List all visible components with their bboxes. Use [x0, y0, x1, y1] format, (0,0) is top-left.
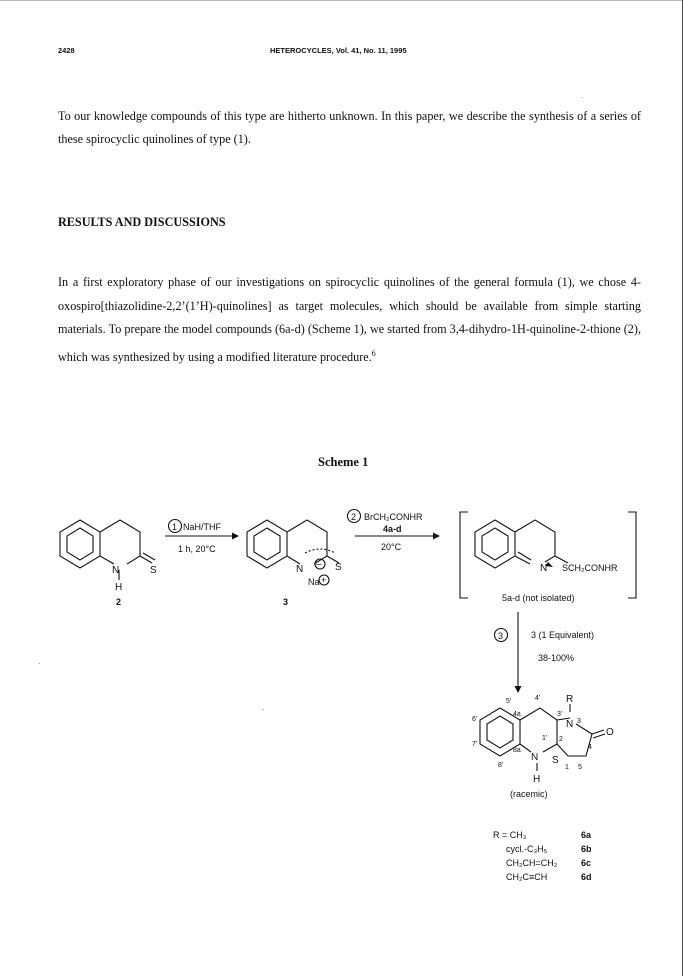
compound-3-minus: − — [316, 560, 322, 571]
compound-2-label: 2 — [116, 597, 122, 607]
num-1: 1 — [565, 764, 569, 771]
num-3: 3 — [577, 718, 581, 725]
step3-yield: 38-100% — [538, 653, 575, 663]
stray-mark-left: . — [38, 656, 41, 666]
substituent-r-6d: CH₂C≡CH — [506, 872, 548, 882]
intermediate-substituent: SCH₂CONHR — [562, 563, 618, 573]
product-r: R — [566, 694, 574, 705]
step2-number: 2 — [351, 512, 357, 522]
num-3p: 3' — [557, 711, 563, 718]
intermediate-5-structure — [475, 520, 568, 568]
step2-conditions: 20°C — [381, 542, 402, 552]
step1-reagent: NaH/THF — [183, 522, 221, 532]
substituent-id-6c: 6c — [581, 858, 592, 868]
product-h: H — [533, 774, 541, 785]
num-4p: 4' — [535, 695, 541, 702]
num-1p: 1' — [542, 735, 548, 742]
step2-reagent-id: 4a-d — [383, 524, 402, 534]
stray-mark: . — [581, 90, 584, 100]
substituent-r-6c: CH₂CH=CH₂ — [506, 858, 558, 868]
num-5p: 5' — [506, 698, 512, 705]
compound-2-structure — [60, 520, 155, 580]
scheme-title: Scheme 1 — [318, 455, 369, 469]
page-top-edge — [0, 0, 683, 1]
num-8p: 8' — [498, 762, 504, 769]
section-heading: RESULTS AND DISCUSSIONS — [58, 215, 226, 229]
num-7p: 7' — [472, 741, 478, 748]
step2-reagent: BrCH₂CONHR — [364, 512, 423, 522]
compound-3-na: Na — [308, 577, 320, 587]
num-8a: 8a — [513, 747, 521, 754]
product-o: O — [606, 727, 614, 738]
num-4: 4 — [588, 744, 592, 751]
product-n3: N — [566, 719, 574, 730]
reaction-scheme — [0, 490, 683, 910]
body-paragraph — [58, 271, 641, 369]
substituent-id-6d: 6d — [581, 872, 592, 882]
substituent-id-6a: 6a — [581, 830, 592, 840]
substituent-r-6a: R = CH₃ — [493, 830, 527, 840]
compound-3-s: S — [335, 562, 342, 573]
compound-3-label: 3 — [283, 597, 289, 607]
num-6p: 6' — [472, 716, 478, 723]
step3-reagent: 3 (1 Equivalent) — [531, 630, 595, 640]
compound-2-n: N — [112, 565, 120, 576]
step1-number: 1 — [172, 522, 178, 532]
num-4a: 4a — [513, 711, 521, 718]
compound-3-plus: + — [321, 575, 327, 585]
body-text: In a first exploratory phase of our investigations on spirocyclic quinolines of the general formula (1), we chose 4-oxospiro[thiazolidine-2,2’(1’H)-quinolines] as target molecules, which should be available from simple starting materials. To prepare the model compounds (6a-d) (Scheme 1), we started from 3,4-dihydro-1H-quinoline-2-thione (2), which was synthesized by using a modified literature procedure. — [58, 275, 641, 364]
step3-number: 3 — [498, 631, 504, 641]
intro-paragraph — [58, 105, 641, 151]
substituent-id-6b: 6b — [581, 844, 592, 854]
intermediate-label: 5a-d (not isolated) — [502, 593, 575, 603]
substituent-r-6b: cycl.-C₃H₅ — [506, 844, 548, 854]
compound-2-s: S — [150, 565, 157, 576]
intermediate-n: N — [540, 563, 548, 574]
step1-conditions: 1 h, 20°C — [178, 544, 216, 554]
stray-mark-mid: . — [262, 702, 265, 712]
journal-citation: HETEROCYCLES, Vol. 41, No. 11, 1995 — [270, 46, 407, 55]
page-number: 2428 — [58, 46, 75, 55]
num-5: 5 — [578, 764, 582, 771]
footnote-ref: 6 — [371, 348, 376, 358]
running-header — [58, 46, 641, 60]
compound-2-h: H — [115, 582, 123, 593]
num-2: 2 — [559, 736, 563, 743]
product-s: S — [552, 755, 559, 766]
product-stereo: (racemic) — [510, 789, 548, 799]
product-n1p: N — [531, 752, 539, 763]
compound-3-n: N — [296, 564, 304, 575]
intro-text: To our knowledge compounds of this type are hitherto unknown. In this paper, we describe the synthesis of a series of these spirocyclic quinolines of type (1). — [58, 109, 641, 146]
